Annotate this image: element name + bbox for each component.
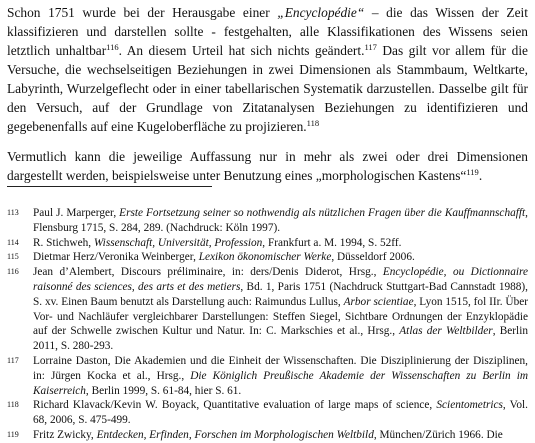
- italic-text: Entdecken, Erfinden, Forschen im Morphologischen Weltbild: [96, 428, 374, 441]
- footnote-text: [33, 236, 528, 251]
- text-run: , Bd. 1, Paris 1751 (Nachdruck Stuttgart-Bad Cannstadt 1988), S. xv. Einen Baum benutzt als Darstellung auch: Raimundus Lullus,: [33, 280, 529, 308]
- footnote-text: [33, 398, 528, 428]
- italic-text: Arbor scientiae: [343, 295, 414, 308]
- italic-text: Die Königlich Preußische Akademie der Wissenschaften zu Berlin im Kaiserreich: [33, 369, 528, 397]
- italic-text: Lexikon ökonomischer Werke: [198, 251, 332, 264]
- footnote: [7, 428, 528, 443]
- text-run: .: [478, 168, 483, 183]
- text-run: Lorraine Daston, Die Akademien und die Einheit der Wissenschaften. Die Disziplinierung der Disziplinen, in: Jürgen Kocka et al., Hrsg.,: [33, 354, 528, 382]
- footnote: [7, 206, 528, 236]
- italic-text: Scientometrics: [436, 399, 503, 412]
- text-run: Schon 1751 wurde bei der Herausgabe einer: [7, 5, 278, 20]
- footnote-number: 115: [7, 252, 19, 262]
- footnote-number: 114: [7, 237, 19, 247]
- footnote-text: [33, 206, 528, 236]
- text-run: , Düsseldorf 2006.: [331, 251, 415, 264]
- italic-text: „Encyclopédie“: [277, 5, 365, 20]
- text-run: , Lyon 1515, fol IIr. Über Vor- und Nachläufer vergleichbarer Darstellungen: Steffen Siegel, Sichtbare Ordnungen der Enzyklopädie auf der Schwelle zwischen Kultur und Natur. In: C. Markschies et al., Hrsg.,: [33, 295, 529, 338]
- footnote-text: [33, 428, 528, 443]
- text-run: Dietmar Herz/Veronika Weinberger,: [33, 251, 199, 264]
- text-run: , Berlin 1999, S. 61-84, hier S. 61.: [85, 384, 242, 397]
- paragraph: [7, 147, 528, 185]
- footnote-number: 116: [7, 267, 19, 277]
- text-run: . An diesem Urteil hat sich nichts geändert.: [118, 43, 365, 58]
- footnote: [7, 354, 528, 398]
- text-run: Das gilt vor allem für die Versuche, die wechselseitigen Beziehungen in zwei Dimensionen als Stammbaum, Weltkarte, Labyrinth, Wurzelgeflecht oder in einer tabellarischen Systematik darzustellen. Dasselbe gilt für den Versuch, auf der Grundlage von Zitatanalysen Beziehungen zu identifizieren und gegebenenfalls auf eine Kugeloberfläche zu projizieren.: [7, 43, 528, 134]
- italic-text: Erste Fortsetzung seiner so nothwendig als nützlichen Fragen über die Kauffmannschafft: [119, 207, 526, 219]
- footnote: [7, 398, 528, 428]
- footnote: [7, 236, 528, 251]
- text-run: Richard Klavack/Kevin W. Boyack, Quantitative evaluation of large maps of science,: [33, 399, 437, 412]
- text-run: , Vol. 68, 2006, S. 475-499.: [33, 399, 528, 427]
- footnote: [7, 250, 528, 265]
- text-run: Fritz Zwicky,: [33, 428, 97, 441]
- text-run: , Berlin 2011, S. 280-293.: [33, 325, 528, 353]
- footnote-text: [33, 354, 528, 398]
- footnote-number: 119: [7, 429, 19, 439]
- text-run: – die das Wissen der Zeit klassifizieren und darstellen sollte - festgehalten, alle Klassifikationen des Wissens seien letztlich unhaltbar: [7, 5, 528, 58]
- italic-text: Wissenschaft, Universität, Profession: [93, 236, 263, 249]
- footnotes: [7, 206, 528, 443]
- footnote: [7, 265, 528, 354]
- text-run: R. Stichweh,: [33, 236, 94, 249]
- footnote-number: 113: [7, 208, 19, 217]
- footnote-number: 118: [7, 400, 19, 410]
- italic-text: Encyclopédie, ou Dictionnaire raisonné des sciences, des arts et des metiers: [33, 266, 528, 293]
- text-run: , Flensburg 1715, S. 284, 289. (Nachdruck: Köln 1997).: [33, 207, 528, 234]
- body-text: [7, 3, 528, 185]
- text-run: Jean d’Alembert, Discours préliminaire, in: ders/Denis Diderot, Hrsg.,: [33, 266, 383, 279]
- footnote-number: 117: [7, 355, 19, 365]
- footnote-reference: 117: [364, 42, 377, 52]
- footnote-text: [33, 265, 528, 354]
- footnote-separator: [7, 186, 212, 187]
- footnote-reference: 118: [306, 118, 320, 128]
- text-run: , Frankfurt a. M. 1994, S. 52ff.: [262, 236, 402, 249]
- text-run: Vermutlich kann die jeweilige Auffassung nur in mehr als zwei oder drei Dimensionen dargestellt werden, beispielsweise unter Benutzung eines „morphologischen Kastens“: [7, 149, 528, 183]
- footnote-reference: 119: [466, 167, 479, 177]
- text-run: Paul J. Marperger,: [33, 207, 120, 219]
- text-run: , München/Zürich 1966. Die: [373, 428, 503, 441]
- paragraph: [7, 3, 528, 136]
- italic-text: Atlas der Weltbilder: [399, 325, 493, 338]
- footnote-reference: 116: [106, 42, 119, 52]
- footnote-text: [33, 250, 528, 265]
